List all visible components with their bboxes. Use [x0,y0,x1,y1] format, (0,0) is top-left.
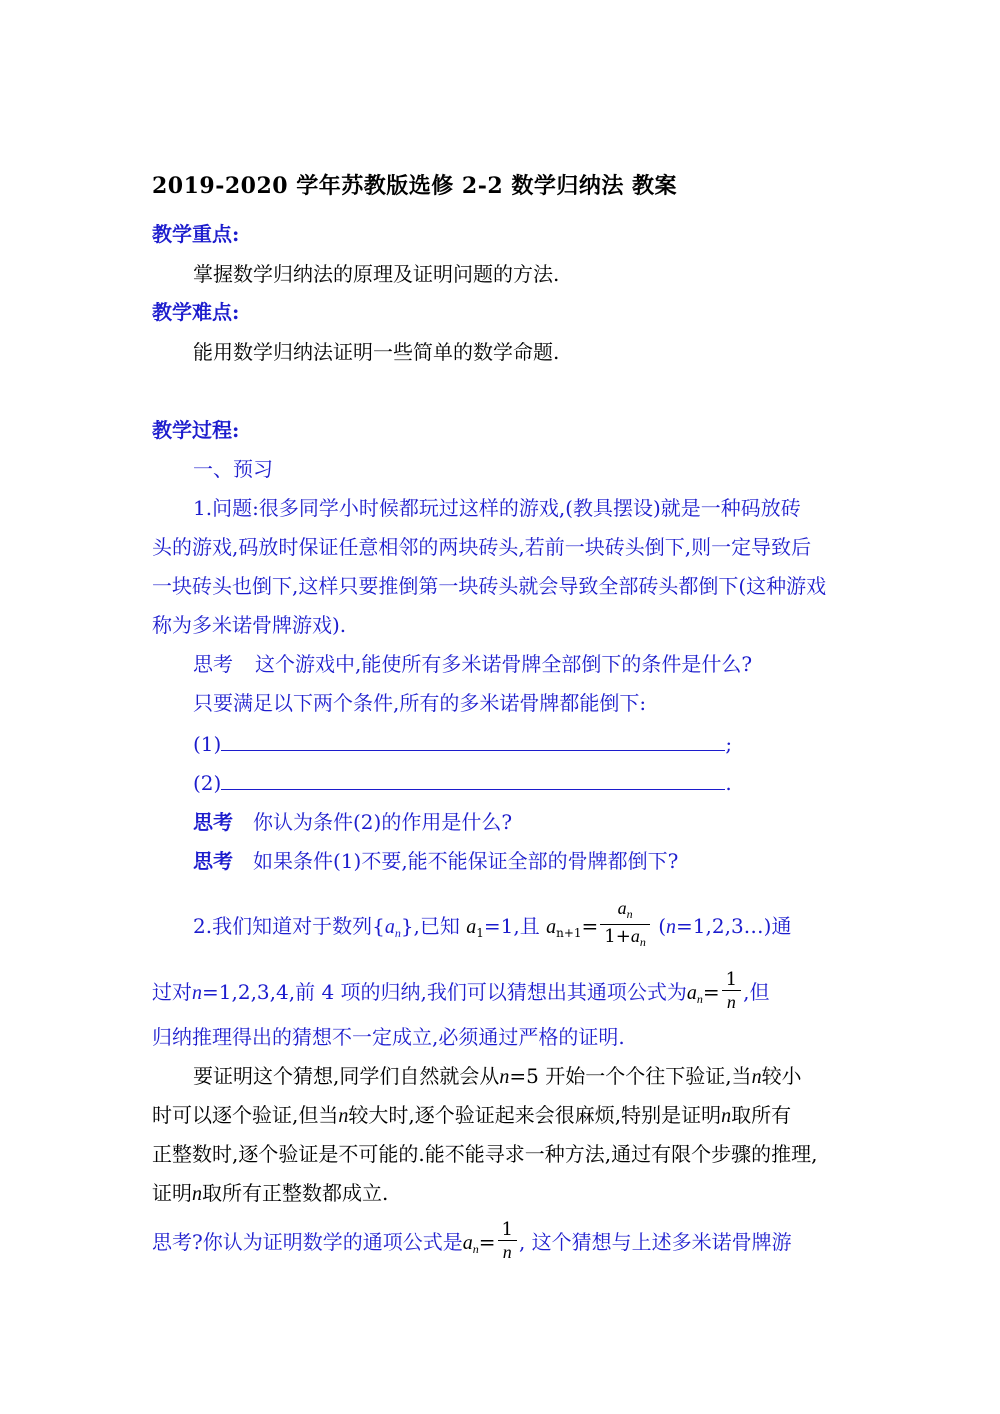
condition-1-end: ; [725,732,733,756]
condition-1-label: (1) [193,732,222,756]
condition-2-end: . [725,771,732,795]
think2 [193,808,512,836]
preview-p1-line1: 1.问题:很多同学小时候都玩过这样的游戏,(教具摆设)就是一种码放砖 [193,496,801,520]
rec-den-a: a [630,926,640,946]
gen-n: n [696,992,703,1006]
key-points-text: 掌握数学归纳法的原理及证明问题的方法. [193,262,560,286]
problem2-n: n [666,916,677,938]
gen-denominator: n [726,992,736,1012]
gen-eq: = [702,980,720,1004]
condition-intro: 只要满足以下两个条件,所有的多米诺骨牌都能倒下: [193,691,647,715]
problem2-line3: 归纳推理得出的猜想不一定成立,必须通过严格的证明. [152,1025,625,1049]
tf-n: n [472,1242,479,1256]
proof-l1-c: 较小 [761,1064,802,1088]
rec-num-a: a [617,898,627,918]
proof-l2-n: n [338,1105,349,1127]
problem2-text-c: =1,且 [483,914,540,938]
proof-l1-b: =5 开始一个个往下验证,当 [509,1064,752,1088]
tf-fraction [498,1220,517,1263]
difficulty-heading: 教学难点: [152,300,240,324]
condition-2-label: (2) [193,771,222,795]
rec-numerator [600,898,650,925]
think-final [152,1219,792,1265]
a1-sub: 1 [476,926,484,940]
rec-den-n: n [639,935,646,949]
proof-l2-c: 取所有 [731,1103,792,1127]
gen-numerator: 1 [722,970,741,991]
proof-line4 [152,1179,388,1208]
tf-a: a [462,1232,473,1254]
rec-fraction [600,898,650,953]
problem2-l2-c: ,但 [743,980,770,1004]
page-title: 2019-2020 学年苏教版选修 2-2 数学归纳法 教案 [152,173,677,199]
think-final-a: 思考?你认为证明数学的通项公式是 [152,1230,463,1254]
proof-l4-b: 取所有正整数都成立. [202,1181,389,1205]
seq-n: n [394,926,401,940]
gen-fraction [722,970,741,1013]
problem2-l2-a: 过对 [152,980,192,1004]
proof-l1-a: 要证明这个猜想,同学们自然就会从 [193,1064,500,1088]
condition-2-blank[interactable] [221,771,725,790]
think2-text: 你认为条件(2)的作用是什么? [253,810,513,834]
problem2-line1 [193,900,791,955]
proof-l2-a: 时可以逐个验证,但当 [152,1103,339,1127]
general-formula [686,969,743,1012]
think2-label: 思考 [193,810,233,834]
rec-a: a [546,916,557,938]
think3 [193,847,678,875]
preview-heading: 一、预习 [193,457,273,481]
problem2-text-a: 2.我们知道对于数列{ [193,914,385,938]
proof-line3: 正整数时,逐个验证是不可能的.能不能寻求一种方法,通过有限个步骤的推理, [152,1142,818,1166]
problem2-text-d: ( [658,914,667,938]
think3-text: 如果条件(1)不要,能不能保证全部的骨牌都倒下? [253,849,679,873]
rec-sub: n+1 [556,926,582,940]
tf-numerator: 1 [498,1220,517,1241]
proof-line1 [193,1062,802,1091]
tf-denominator: n [502,1242,512,1262]
difficulty-text: 能用数学归纳法证明一些简单的数学命题. [193,340,560,364]
preview-p1-line2: 头的游戏,码放时保证任意相邻的两块砖头,若前一块砖头倒下,则一定导致后 [152,535,812,559]
think1-text: 这个游戏中,能使所有多米诺骨牌全部倒下的条件是什么? [255,652,753,676]
proof-l4-n: n [192,1183,202,1205]
recurrence-formula [546,898,652,949]
proof-l1-n2: n [751,1066,762,1088]
problem2-l2-n: n [192,982,202,1004]
problem2-line2 [152,969,770,1015]
proof-line2 [152,1101,791,1130]
a1-var: a [466,916,477,938]
proof-l1-n: n [499,1066,510,1088]
rec-denominator [600,925,650,953]
think-final-formula [462,1219,519,1262]
problem2-l2-b: =1,2,3,4,前 4 项的归纳,我们可以猜想出其通项公式为 [202,980,687,1004]
preview-p1-line4: 称为多米诺骨牌游戏). [152,613,347,637]
think1 [193,650,752,678]
think3-label: 思考 [193,849,233,873]
proof-l2-n2: n [721,1105,732,1127]
proof-l2-b: 较大时,逐个验证起来会很麻烦,特别是证明 [348,1103,722,1127]
tf-eq: = [478,1230,496,1254]
think-final-b: , 这个猜想与上述多米诺骨牌游 [518,1230,792,1254]
condition-2 [193,769,732,797]
key-points-heading: 教学重点: [152,222,240,246]
seq-a: a [384,916,395,938]
problem2-text-e: =1,2,3…)通 [676,914,792,938]
rec-eq: = [581,914,599,938]
problem2-text-b: },已知 [400,914,460,938]
rec-num-n: n [626,907,633,921]
gen-a: a [686,982,697,1004]
condition-1 [193,730,732,758]
proof-l4-a: 证明 [152,1181,192,1205]
preview-p1-line3: 一块砖头也倒下,这样只要推倒第一块砖头就会导致全部砖头都倒下(这种游戏 [152,574,827,598]
think1-label: 思考 [193,652,233,676]
rec-den-1: 1+ [604,926,631,947]
condition-1-blank[interactable] [221,732,725,751]
process-heading: 教学过程: [152,418,240,442]
